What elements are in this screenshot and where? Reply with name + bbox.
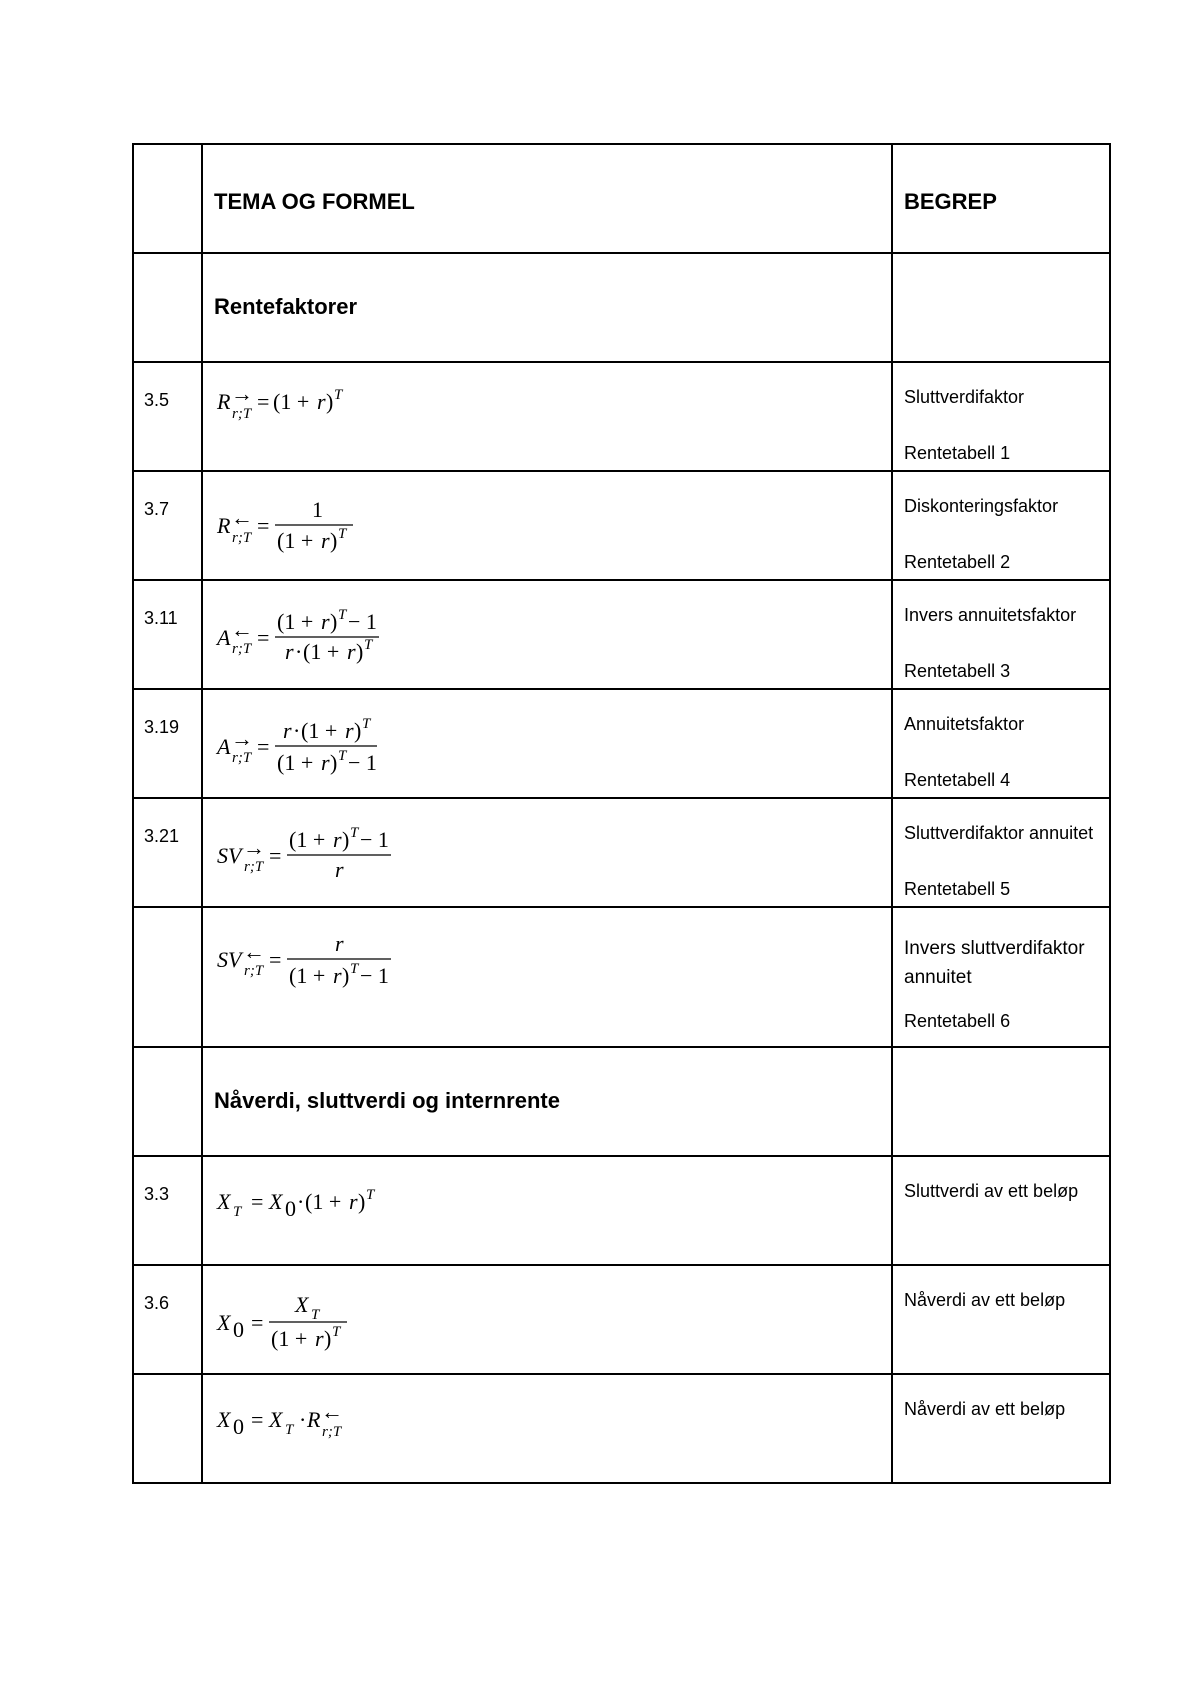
svg-text:): )	[358, 1189, 366, 1214]
svg-text:=: =	[269, 843, 282, 868]
svg-text:=: =	[269, 947, 282, 972]
svg-text:): )	[330, 750, 338, 775]
svg-text:=: =	[257, 625, 270, 650]
term-table: Rentetabell 1	[904, 442, 1011, 463]
svg-text:(1 +: (1 +	[277, 609, 314, 634]
svg-text:X: X	[217, 1407, 231, 1432]
formula-cell	[203, 799, 891, 893]
svg-text:): )	[324, 1326, 332, 1351]
section-title: Rentefaktorer	[214, 294, 358, 319]
formula-number: 3.7	[144, 499, 170, 519]
svg-text:r: r	[335, 931, 344, 956]
svg-text:− 1: − 1	[348, 609, 377, 634]
formula-number: 3.11	[144, 608, 178, 628]
svg-text:r: r	[349, 1189, 358, 1214]
term-cell	[893, 581, 1109, 682]
term-table: Rentetabell 3	[904, 660, 1011, 681]
svg-text:r: r	[333, 827, 342, 852]
svg-text:←: ←	[243, 939, 265, 964]
svg-text:(1 +: (1 +	[301, 718, 338, 743]
svg-text:X: X	[269, 1407, 283, 1432]
svg-text:r;T: r;T	[232, 530, 252, 546]
svg-text:(1 +: (1 +	[273, 389, 310, 414]
svg-text:→: →	[231, 381, 253, 406]
svg-text:T: T	[350, 961, 359, 977]
svg-text:→: →	[243, 835, 265, 860]
svg-text:− 1: − 1	[360, 963, 389, 988]
svg-text:r: r	[283, 718, 292, 743]
term-table: Rentetabell 5	[904, 878, 1011, 899]
term-name: Sluttverdifaktor annuitet	[904, 823, 1094, 843]
formula-graphic	[215, 1171, 435, 1231]
formula-number: 3.19	[144, 717, 180, 737]
svg-text:R: R	[307, 1407, 321, 1432]
svg-text:X: X	[217, 1189, 231, 1214]
formula-cell	[203, 1375, 891, 1449]
formula-graphic	[215, 1280, 415, 1360]
svg-text:r: r	[285, 639, 294, 664]
svg-text:): )	[330, 528, 338, 553]
svg-text:r: r	[315, 1326, 324, 1351]
svg-text:A: A	[217, 625, 231, 650]
header-term-label: BEGREP	[904, 189, 997, 214]
formula-graphic	[215, 704, 435, 784]
header-formula-cell	[202, 144, 892, 253]
formula-cell	[203, 1266, 891, 1360]
svg-text:): )	[330, 609, 338, 634]
term-cell	[893, 1375, 1109, 1421]
formula-graphic	[215, 595, 435, 675]
svg-text:r;T: r;T	[244, 859, 264, 875]
svg-text:T: T	[366, 1187, 375, 1203]
svg-text:(1 +: (1 +	[303, 639, 340, 664]
term-name: Nåverdi av ett beløp	[904, 1290, 1066, 1310]
formula-graphic	[215, 486, 415, 566]
svg-text:T: T	[338, 748, 347, 764]
svg-text:T: T	[364, 637, 373, 653]
svg-text:T: T	[233, 1204, 242, 1220]
formula-graphic	[215, 922, 455, 1012]
formula-table	[132, 143, 1111, 1484]
svg-text:r: r	[345, 718, 354, 743]
svg-text:T: T	[311, 1307, 320, 1323]
table-header-row	[133, 144, 1110, 253]
svg-text:X: X	[295, 1292, 309, 1317]
svg-text:=: =	[251, 1189, 264, 1214]
term-name: Diskonteringsfaktor	[904, 496, 1059, 516]
term-name: Annuitetsfaktor	[904, 714, 1025, 734]
formula-number: 3.21	[144, 826, 180, 846]
table-row	[133, 471, 1110, 580]
header-num-cell	[133, 144, 202, 253]
header-term-cell	[892, 144, 1110, 253]
svg-text:): )	[342, 827, 350, 852]
svg-text:←: ←	[231, 617, 253, 642]
svg-text:): )	[354, 718, 362, 743]
term-cell	[893, 363, 1109, 464]
svg-text:r;T: r;T	[232, 406, 252, 422]
term-cell	[893, 908, 1109, 1032]
term-table: Rentetabell 6	[904, 1010, 1011, 1031]
table-row	[133, 1374, 1110, 1483]
svg-text:T: T	[350, 825, 359, 841]
svg-text:1: 1	[312, 497, 323, 522]
section-title: Nåverdi, sluttverdi og internrente	[214, 1088, 560, 1113]
svg-text:r;T: r;T	[232, 750, 252, 766]
section-row	[133, 1047, 1110, 1156]
svg-text:SV: SV	[217, 947, 242, 972]
svg-text:r;T: r;T	[244, 963, 264, 979]
term-name: Nåverdi av ett beløp	[904, 1399, 1066, 1419]
term-name: Invers annuitetsfaktor	[904, 605, 1077, 625]
svg-text:A: A	[217, 734, 231, 759]
term-cell	[893, 1157, 1109, 1203]
svg-text:r;T: r;T	[322, 1424, 342, 1440]
formula-cell	[203, 908, 891, 1012]
svg-text:X: X	[217, 1310, 231, 1335]
svg-text:r: r	[321, 750, 330, 775]
svg-text:R: R	[217, 513, 231, 538]
svg-text:0: 0	[233, 1317, 244, 1342]
term-cell	[893, 472, 1109, 573]
svg-text:− 1: − 1	[348, 750, 377, 775]
svg-text:←: ←	[231, 505, 253, 530]
formula-graphic	[215, 813, 455, 893]
svg-text:=: =	[251, 1310, 264, 1335]
formula-cell	[203, 1157, 891, 1231]
formula-number	[134, 1375, 201, 1402]
term-cell	[893, 690, 1109, 791]
svg-text:·: ·	[299, 1407, 307, 1432]
svg-text:(1 +: (1 +	[305, 1189, 342, 1214]
term-name: Invers sluttverdifaktor annuitet	[904, 938, 1085, 989]
formula-cell	[203, 581, 891, 675]
svg-text:R: R	[217, 389, 231, 414]
svg-text:=: =	[257, 734, 270, 759]
svg-text:r;T: r;T	[232, 641, 252, 657]
svg-text:(1 +: (1 +	[277, 750, 314, 775]
svg-text:T: T	[334, 387, 343, 403]
formula-number: 3.5	[144, 390, 170, 410]
table-row	[133, 362, 1110, 471]
svg-text:→: →	[231, 726, 253, 751]
term-cell	[893, 1266, 1109, 1312]
formula-number	[134, 908, 201, 935]
svg-text:r: r	[317, 389, 326, 414]
term-cell	[893, 799, 1109, 900]
svg-text:r: r	[333, 963, 342, 988]
formula-graphic	[215, 1389, 415, 1449]
term-table: Rentetabell 4	[904, 769, 1011, 790]
formula-number: 3.3	[144, 1184, 170, 1204]
formula-cell	[203, 363, 891, 437]
svg-text:): )	[326, 389, 334, 414]
svg-text:·: ·	[297, 1189, 305, 1214]
svg-text:←: ←	[321, 1399, 343, 1424]
svg-text:r: r	[321, 609, 330, 634]
formula-number: 3.6	[144, 1293, 170, 1313]
term-table: Rentetabell 2	[904, 551, 1011, 572]
svg-text:(1 +: (1 +	[289, 827, 326, 852]
formula-cell	[203, 690, 891, 784]
svg-text:X: X	[269, 1189, 283, 1214]
svg-text:T: T	[338, 607, 347, 623]
table-row	[133, 907, 1110, 1047]
svg-text:=: =	[257, 389, 270, 414]
svg-text:(1 +: (1 +	[289, 963, 326, 988]
table-row	[133, 1156, 1110, 1265]
formula-cell	[203, 472, 891, 566]
svg-text:T: T	[285, 1422, 294, 1438]
svg-text:0: 0	[285, 1196, 296, 1221]
svg-text:(1 +: (1 +	[271, 1326, 308, 1351]
table-row	[133, 1265, 1110, 1374]
svg-text:(1 +: (1 +	[277, 528, 314, 553]
svg-text:): )	[342, 963, 350, 988]
formula-graphic	[215, 377, 415, 437]
svg-text:SV: SV	[217, 843, 242, 868]
svg-text:− 1: − 1	[360, 827, 389, 852]
svg-text:·: ·	[293, 718, 301, 743]
svg-text:r: r	[335, 857, 344, 882]
svg-text:=: =	[257, 513, 270, 538]
svg-text:): )	[356, 639, 364, 664]
svg-text:T: T	[362, 716, 371, 732]
svg-text:r: r	[321, 528, 330, 553]
table-row	[133, 798, 1110, 907]
svg-text:=: =	[251, 1407, 264, 1432]
term-name: Sluttverdi av ett beløp	[904, 1181, 1079, 1201]
svg-text:T: T	[332, 1324, 341, 1340]
term-name: Sluttverdifaktor	[904, 387, 1025, 407]
svg-text:0: 0	[233, 1414, 244, 1439]
header-formula-label: TEMA OG FORMEL	[214, 189, 415, 214]
svg-text:r: r	[347, 639, 356, 664]
section-row	[133, 253, 1110, 362]
svg-text:·: ·	[295, 639, 303, 664]
table-row	[133, 580, 1110, 689]
svg-text:T: T	[338, 526, 347, 542]
table-row	[133, 689, 1110, 798]
